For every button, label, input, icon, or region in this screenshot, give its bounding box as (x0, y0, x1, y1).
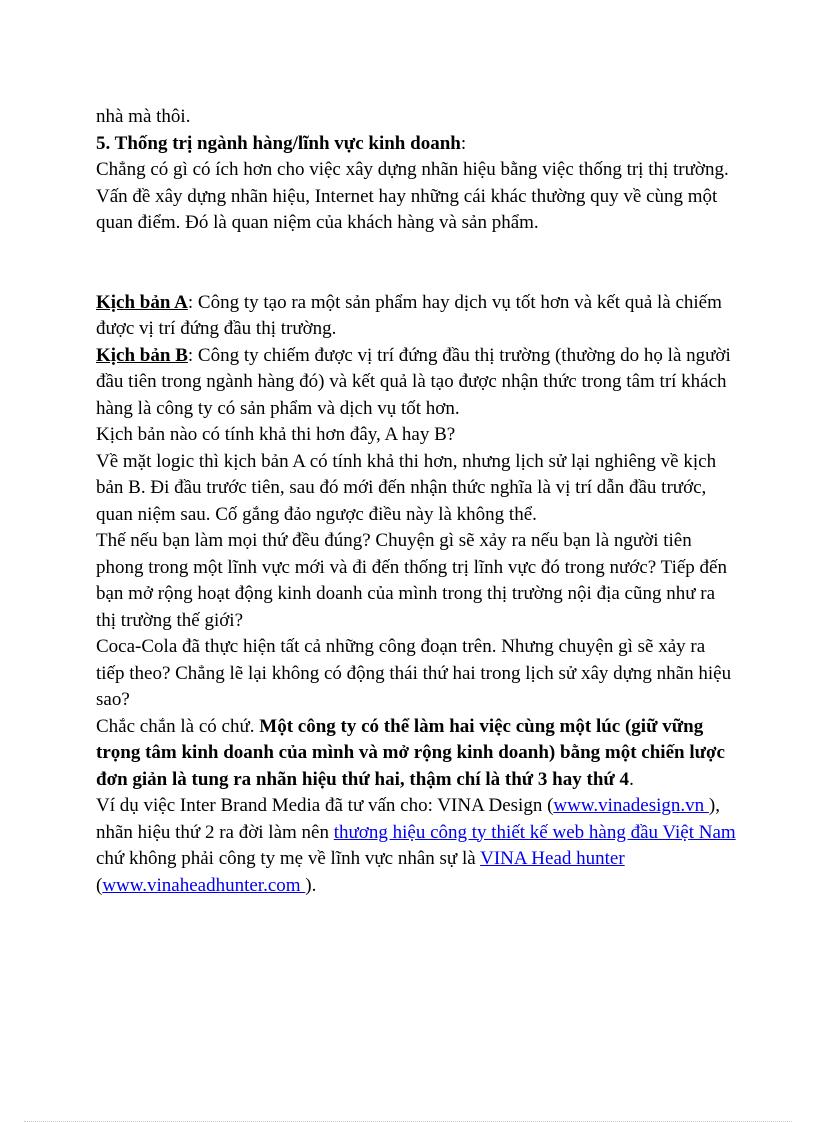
scenario-a-label: Kịch bản A (96, 291, 188, 313)
scenario-b-label: Kịch bản B (96, 344, 188, 366)
example-text-5: ). (305, 874, 317, 896)
section-heading (96, 131, 736, 158)
paragraph-scenario-a (96, 290, 736, 343)
document-page (96, 104, 736, 899)
paragraph-intro: Chẳng có gì có ích hơn cho việc xây dựng nhãn hiệu bằng việc thống trị thị trường. Vấn đề xây dựng nhãn hiệu, Internet hay những cái khác thường quy về cùng một quan điểm. Đó là quan niệm của khách hàng và sản phẩm. (96, 159, 729, 233)
link-vinaheadhunter-url[interactable]: www.vinaheadhunter.com (102, 874, 306, 896)
paragraph-logic: Về mặt logic thì kịch bản A có tính khả thi hơn, nhưng lịch sử lại nghiêng về kịch bản B. Đi đầu trước tiên, sau đó mới đến nhận thức nghĩa là vị trí dẫn đầu trước, quan niệm sau. Cố gắng đảo ngược điều này là không thể. (96, 450, 717, 525)
strategy-bold-text: Một công ty có thể làm hai việc cùng một lúc (giữ vững trọng tâm kinh doanh của mình và mở rộng kinh doanh) bằng một chiến lược đơn giản là tung ra nhãn hiệu thứ hai, thậm chí là thứ 3 hay thứ 4 (96, 715, 725, 790)
scenario-b-text: : Công ty chiếm được vị trí đứng đầu thị trường (thường do họ là người đầu tiên trong ngành hàng đó) và kết quả là tạo được nhận thức trong tâm trí khách hàng là công ty có sản phẩm và dịch vụ tốt hơn. (96, 344, 731, 419)
strategy-plain-text: Chắc chắn là có chứ. (96, 715, 260, 737)
page-bottom-divider (24, 1121, 792, 1122)
example-text-2: ), nhãn hiệu thứ 2 ra đời làm nên (96, 795, 720, 843)
paragraph-strategy (96, 714, 736, 794)
example-text-1: Ví dụ việc Inter Brand Media đã tư vấn cho: VINA Design ( (96, 795, 554, 816)
link-vina-head-hunter[interactable]: VINA Head hunter (480, 848, 625, 869)
paragraph-continuation: nhà mà thôi. (96, 106, 191, 127)
section-heading-text: 5. Thống trị ngành hàng/lĩnh vực kinh doanh (96, 132, 461, 154)
example-text-4: ( (96, 874, 103, 896)
paragraph-example (96, 793, 736, 899)
link-vinadesign[interactable]: www.vinadesign.vn (553, 795, 709, 816)
paragraph-scenario-b (96, 343, 736, 423)
example-text-3: chứ không phải công ty mẹ về lĩnh vực nhân sự là (96, 848, 481, 869)
link-thuong-hieu[interactable]: thương hiệu công ty thiết kế web hàng đầu Việt Nam (333, 821, 736, 843)
paragraph-spacer (96, 237, 736, 290)
scenario-a-text: : Công ty tạo ra một sản phẩm hay dịch vụ tốt hơn và kết quả là chiếm được vị trí đứng đầu thị trường. (96, 291, 722, 339)
paragraph-question: Kịch bản nào có tính khả thi hơn đây, A hay B? (96, 424, 456, 445)
paragraph-what-if: Thế nếu bạn làm mọi thứ đều đúng? Chuyện gì sẽ xảy ra nếu bạn là người tiên phong trong một lĩnh vực mới và đi đến thống trị lĩnh vực đó trong nước? Tiếp đến bạn mở rộng hoạt động kinh doanh của mình trong thị trường nội địa cũng như ra thị trường thế giới? (96, 530, 727, 631)
section-heading-colon: : (460, 132, 467, 154)
paragraph-coca-cola: Coca-Cola đã thực hiện tất cả những công đoạn trên. Nhưng chuyện gì sẽ xảy ra tiếp theo? Chẳng lẽ lại không có động thái thứ hai trong lịch sử xây dựng nhãn hiệu sao? (96, 636, 732, 710)
strategy-end: . (629, 768, 634, 790)
